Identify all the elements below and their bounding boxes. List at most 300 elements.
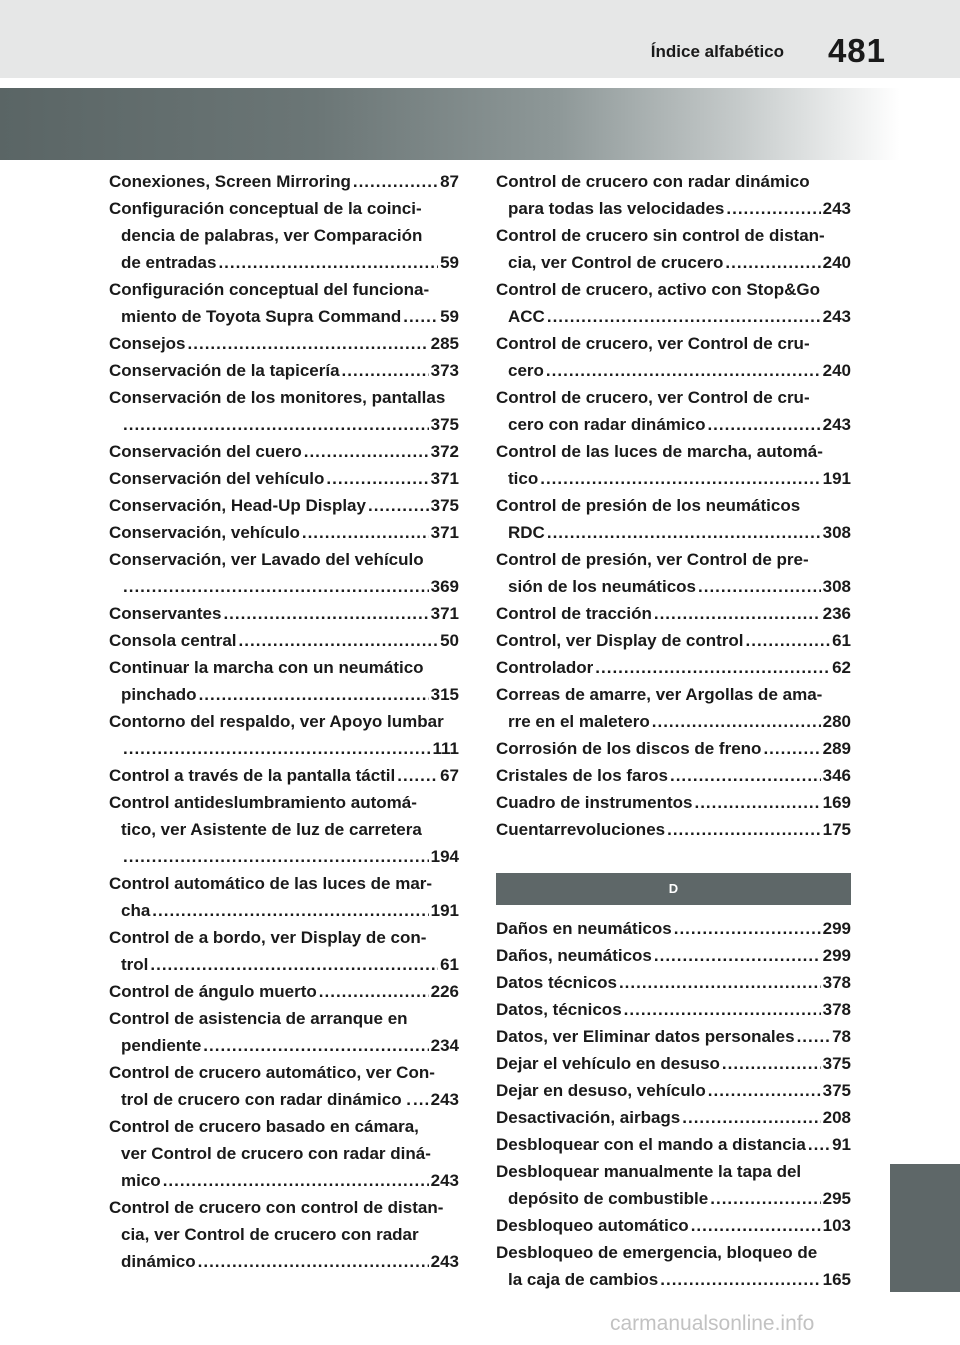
index-entry-text: Conservación del vehículo xyxy=(109,469,325,488)
page-header xyxy=(0,0,960,78)
dot-leader xyxy=(660,1266,820,1293)
index-entry-line xyxy=(496,249,851,276)
watermark: carmanualsonline.info xyxy=(610,1312,815,1335)
index-entry-line xyxy=(109,1113,459,1140)
index-entry-text: Control de crucero con control de distan- xyxy=(109,1198,444,1217)
index-entry-text: de entradas xyxy=(121,253,217,272)
dot-leader xyxy=(746,627,831,654)
index-page-number: 240 xyxy=(822,253,851,272)
index-entry-text: Control de crucero, ver Control de cru- xyxy=(496,334,810,353)
index-page-number: 295 xyxy=(822,1189,851,1208)
index-entry xyxy=(496,1050,851,1077)
index-entry-text: Control de crucero con radar dinámico xyxy=(496,172,810,191)
index-entry-text: cha xyxy=(121,901,151,920)
dot-leader xyxy=(654,942,821,969)
index-entry-text: Desbloquear manualmente la tapa del xyxy=(496,1162,802,1181)
dot-leader xyxy=(302,519,429,546)
index-page-number: 373 xyxy=(430,361,459,380)
index-entry-text: tico, ver Asistente de luz de carretera xyxy=(121,820,422,839)
index-page-number: 280 xyxy=(822,712,851,731)
index-entry-line xyxy=(496,438,851,465)
index-entry-line xyxy=(109,168,459,195)
index-page-number: 346 xyxy=(822,766,851,785)
dot-leader xyxy=(797,1023,831,1050)
index-entry-line xyxy=(496,1158,851,1185)
index-entry-line xyxy=(109,600,459,627)
index-column-left xyxy=(109,168,459,1275)
index-entry-line xyxy=(109,1086,459,1113)
index-entry-line xyxy=(496,357,851,384)
dot-leader xyxy=(199,681,429,708)
index-entry xyxy=(109,438,459,465)
index-page-number: 59 xyxy=(440,253,459,272)
index-entry-line xyxy=(109,330,459,357)
index-page-number: 67 xyxy=(440,766,459,785)
index-entry xyxy=(496,1212,851,1239)
dot-leader xyxy=(808,1131,830,1158)
index-entry-text: Conservación de los monitores, pantallas xyxy=(109,388,446,407)
index-entry-text: miento de Toyota Supra Command xyxy=(121,307,402,326)
dot-leader xyxy=(722,1050,821,1077)
index-entry-text: Datos, técnicos xyxy=(496,1000,622,1019)
index-entry-text: Configuración conceptual de la coinci- xyxy=(109,199,422,218)
index-entry-text: Control de crucero sin control de distan- xyxy=(496,226,825,245)
index-entry-line xyxy=(496,573,851,600)
index-entry-line xyxy=(109,438,459,465)
dot-leader xyxy=(652,708,821,735)
index-entry xyxy=(496,942,851,969)
index-entry-line xyxy=(109,384,459,411)
index-entry-line xyxy=(496,330,851,357)
index-page-number: 240 xyxy=(822,361,851,380)
index-entry-line xyxy=(109,897,459,924)
index-entry-line xyxy=(496,168,851,195)
index-entry xyxy=(496,438,851,492)
dot-leader xyxy=(218,249,438,276)
index-entry-line xyxy=(496,222,851,249)
index-page-number: 378 xyxy=(822,1000,851,1019)
dot-leader xyxy=(698,573,821,600)
index-entry-text: Control de crucero basado en cámara, xyxy=(109,1117,419,1136)
index-entry xyxy=(496,546,851,600)
dot-leader xyxy=(123,735,431,762)
index-page-number: 226 xyxy=(430,982,459,1001)
index-entry-text: cero con radar dinámico xyxy=(508,415,706,434)
index-entry-line xyxy=(109,843,459,870)
index-entry xyxy=(496,762,851,789)
dot-leader xyxy=(223,600,428,627)
index-entry-line xyxy=(109,816,459,843)
index-entry-line xyxy=(109,978,459,1005)
index-entry-text: cia, ver Control de crucero con radar xyxy=(121,1225,419,1244)
dot-leader xyxy=(707,411,820,438)
index-entry-line xyxy=(109,249,459,276)
index-entry xyxy=(496,789,851,816)
index-entry-line xyxy=(496,303,851,330)
index-entry-text: dencia de palabras, ver Comparación xyxy=(121,226,423,245)
dot-leader xyxy=(667,816,821,843)
index-entry-line xyxy=(109,762,459,789)
index-page-number: 194 xyxy=(430,847,459,866)
dot-leader xyxy=(670,762,821,789)
index-entry-text: Conservación de la tapicería xyxy=(109,361,340,380)
index-entry-text: Contorno del respaldo, ver Apoyo lumbar xyxy=(109,712,444,731)
dot-leader xyxy=(163,1167,429,1194)
index-entry xyxy=(109,195,459,276)
index-entry-line xyxy=(109,195,459,222)
index-entry-line xyxy=(496,1050,851,1077)
dot-leader xyxy=(342,357,429,384)
index-entry-line xyxy=(496,276,851,303)
index-entry-text: Conservación, Head-Up Display xyxy=(109,496,366,515)
index-entry-line xyxy=(109,1248,459,1275)
dot-leader xyxy=(353,168,438,195)
dot-leader xyxy=(547,519,821,546)
index-entry-text: Cuentarrevoluciones xyxy=(496,820,666,839)
index-entry-line xyxy=(496,1104,851,1131)
index-page-number: 378 xyxy=(822,973,851,992)
dot-leader xyxy=(619,969,821,996)
index-entry-line xyxy=(496,465,851,492)
index-entry-text: cero xyxy=(508,361,544,380)
dot-leader xyxy=(710,1185,820,1212)
index-page-number: 375 xyxy=(430,415,459,434)
index-entry-text: Daños en neumáticos xyxy=(496,919,672,938)
index-entry xyxy=(496,996,851,1023)
index-page-number: 285 xyxy=(430,334,459,353)
index-entry xyxy=(109,276,459,330)
dot-leader xyxy=(123,573,429,600)
index-page-number: 61 xyxy=(832,631,851,650)
index-entry-text: trol de crucero con radar dinámico . xyxy=(121,1090,412,1109)
index-entry xyxy=(496,816,851,843)
index-page-number: 50 xyxy=(440,631,459,650)
index-entry-text: Continuar la marcha con un neumático xyxy=(109,658,424,677)
dot-leader xyxy=(694,789,820,816)
index-page-number: 91 xyxy=(832,1135,851,1154)
index-entry xyxy=(496,276,851,330)
index-page-number: 299 xyxy=(822,946,851,965)
dot-leader xyxy=(150,951,438,978)
index-page-number: 165 xyxy=(822,1270,851,1289)
index-entry xyxy=(109,654,459,708)
index-page-number: 371 xyxy=(430,604,459,623)
index-entry-text: Controlador xyxy=(496,658,594,677)
dot-leader xyxy=(304,438,429,465)
index-entry xyxy=(109,978,459,1005)
index-entry-text: Cristales de los faros xyxy=(496,766,668,785)
index-entry-line xyxy=(109,1194,459,1221)
index-entry-line xyxy=(109,1167,459,1194)
index-entry xyxy=(109,465,459,492)
index-entry-line xyxy=(496,411,851,438)
index-entry-line xyxy=(496,969,851,996)
index-entry-line xyxy=(109,1059,459,1086)
index-entry xyxy=(109,546,459,600)
index-entry-text: Cuadro de instrumentos xyxy=(496,793,693,812)
index-entry-line xyxy=(496,1077,851,1104)
index-entry-text: Correas de amarre, ver Argollas de ama- xyxy=(496,685,823,704)
index-entry xyxy=(496,384,851,438)
index-entry-line xyxy=(496,789,851,816)
index-entry-text: sión de los neumáticos xyxy=(508,577,696,596)
index-entry-text: para todas las velocidades xyxy=(508,199,725,218)
index-entry-line xyxy=(496,1239,851,1266)
dot-leader xyxy=(326,465,428,492)
index-page-number: 371 xyxy=(430,469,459,488)
index-entry xyxy=(496,735,851,762)
index-entry-line xyxy=(109,654,459,681)
index-entry-text: ACC xyxy=(508,307,545,326)
index-entry-line xyxy=(496,195,851,222)
index-entry-text: trol xyxy=(121,955,149,974)
index-entry xyxy=(496,627,851,654)
index-entry xyxy=(109,384,459,438)
index-entry-line xyxy=(109,519,459,546)
index-entry xyxy=(496,1023,851,1050)
index-entry-line xyxy=(496,942,851,969)
index-entry-line xyxy=(496,735,851,762)
index-entry-text: Corrosión de los discos de freno xyxy=(496,739,762,758)
index-entry-text: Control, ver Display de control xyxy=(496,631,744,650)
index-entry xyxy=(496,1104,851,1131)
index-entry-text: Control de crucero automático, ver Con- xyxy=(109,1063,435,1082)
index-group-c xyxy=(496,168,851,843)
index-entry xyxy=(496,1077,851,1104)
dot-leader xyxy=(188,330,429,357)
index-entry-text: Control de tracción xyxy=(496,604,652,623)
index-group-d xyxy=(496,915,851,1293)
index-entry-line xyxy=(109,1140,459,1167)
index-entry-line xyxy=(496,1185,851,1212)
index-entry-text: Desactivación, airbags xyxy=(496,1108,681,1127)
dot-leader xyxy=(726,195,820,222)
index-entry-line xyxy=(496,654,851,681)
index-entry-text: Control de crucero, ver Control de cru- xyxy=(496,388,810,407)
dot-leader xyxy=(654,600,821,627)
dot-leader xyxy=(691,1212,821,1239)
dot-leader xyxy=(152,897,428,924)
index-page-number: 243 xyxy=(822,199,851,218)
index-entry-line xyxy=(496,915,851,942)
index-entry-line xyxy=(109,546,459,573)
index-entry-text: Configuración conceptual del funciona- xyxy=(109,280,430,299)
index-entry xyxy=(109,330,459,357)
index-page-number: 243 xyxy=(430,1090,459,1109)
dot-leader xyxy=(763,735,820,762)
index-entry-text: Control de presión, ver Control de pre- xyxy=(496,550,809,569)
dot-leader xyxy=(682,1104,820,1131)
index-entry-text: Consola central xyxy=(109,631,237,650)
dot-leader xyxy=(403,303,438,330)
index-entry-text: Conexiones, Screen Mirroring xyxy=(109,172,351,191)
dot-leader xyxy=(547,303,821,330)
index-entry xyxy=(109,627,459,654)
section-header-d: D xyxy=(496,873,851,905)
index-entry-line xyxy=(109,951,459,978)
index-entry-text: Control automático de las luces de mar- xyxy=(109,874,433,893)
index-page-number: 243 xyxy=(430,1252,459,1271)
index-page-number: 289 xyxy=(822,739,851,758)
dot-leader xyxy=(123,411,429,438)
index-page-number: 78 xyxy=(832,1027,851,1046)
index-entry-line xyxy=(109,1032,459,1059)
index-entry-line xyxy=(109,357,459,384)
index-entry xyxy=(496,915,851,942)
index-entry-text: pendiente xyxy=(121,1036,202,1055)
index-entry-text: Control de presión de los neumáticos xyxy=(496,496,801,515)
dot-leader xyxy=(203,1032,428,1059)
index-entry-text: Datos técnicos xyxy=(496,973,617,992)
index-entry-text: Dejar en desuso, vehículo xyxy=(496,1081,706,1100)
index-entry-line xyxy=(109,303,459,330)
index-entry-line xyxy=(109,681,459,708)
index-entry-text: Control a través de la pantalla táctil xyxy=(109,766,396,785)
index-entry-line xyxy=(109,573,459,600)
index-entry xyxy=(109,870,459,924)
index-page-number: 243 xyxy=(430,1171,459,1190)
index-entry-text: Control de las luces de marcha, automá- xyxy=(496,442,823,461)
index-column-right xyxy=(496,168,851,1293)
index-entry-text: Desbloqueo automático xyxy=(496,1216,689,1235)
page-number: 481 xyxy=(827,32,886,69)
index-entry xyxy=(496,681,851,735)
index-entry xyxy=(109,1113,459,1194)
index-entry-text: ver Control de crucero con radar diná- xyxy=(121,1144,431,1163)
index-entry-line xyxy=(496,1023,851,1050)
index-entry-line xyxy=(496,600,851,627)
index-entry-text: Datos, ver Eliminar datos personales xyxy=(496,1027,795,1046)
index-entry-line xyxy=(109,708,459,735)
index-entry-text: Consejos xyxy=(109,334,186,353)
index-entry-line xyxy=(109,735,459,762)
index-entry xyxy=(496,168,851,222)
dot-leader xyxy=(123,843,429,870)
index-entry-line xyxy=(109,465,459,492)
index-entry-line xyxy=(496,384,851,411)
index-entry-text: Conservantes xyxy=(109,604,222,623)
index-page-number: 234 xyxy=(430,1036,459,1055)
dot-leader xyxy=(546,357,821,384)
index-page-number: 243 xyxy=(822,307,851,326)
index-entry-text: Desbloquear con el mando a distancia xyxy=(496,1135,806,1154)
index-entry-text: cia, ver Control de crucero xyxy=(508,253,724,272)
index-page-number: 208 xyxy=(822,1108,851,1127)
index-entry-line xyxy=(496,1266,851,1293)
dot-leader xyxy=(319,978,429,1005)
dot-leader xyxy=(624,996,821,1023)
index-entry-line xyxy=(109,492,459,519)
index-entry-text: Control antideslumbramiento automá- xyxy=(109,793,417,812)
index-page-number: 243 xyxy=(822,415,851,434)
index-entry-text: tico xyxy=(508,469,539,488)
index-entry xyxy=(109,519,459,546)
index-entry-text: Desbloqueo de emergencia, bloqueo de xyxy=(496,1243,818,1262)
index-page-number: 59 xyxy=(440,307,459,326)
index-entry xyxy=(109,1194,459,1275)
index-page-number: 308 xyxy=(822,523,851,542)
index-entry-text: rre en el maletero xyxy=(508,712,650,731)
index-page-number: 299 xyxy=(822,919,851,938)
index-entry-text: Conservación, vehículo xyxy=(109,523,300,542)
index-entry xyxy=(496,1131,851,1158)
index-entry-text: Dejar el vehículo en desuso xyxy=(496,1054,720,1073)
index-entry xyxy=(496,654,851,681)
index-entry-line xyxy=(109,924,459,951)
index-page-number: 371 xyxy=(430,523,459,542)
index-entry-line xyxy=(109,411,459,438)
index-entry xyxy=(109,1059,459,1113)
index-entry xyxy=(496,222,851,276)
index-page-number: 308 xyxy=(822,577,851,596)
index-page-number: 62 xyxy=(832,658,851,677)
index-page-number: 375 xyxy=(822,1054,851,1073)
index-entry-text: Control de ángulo muerto xyxy=(109,982,317,1001)
dot-leader xyxy=(540,465,820,492)
index-page-number: 315 xyxy=(430,685,459,704)
dot-leader xyxy=(595,654,830,681)
index-entry-line xyxy=(109,276,459,303)
dot-leader xyxy=(674,915,821,942)
index-entry-text: Control de asistencia de arranque en xyxy=(109,1009,408,1028)
dot-leader xyxy=(725,249,820,276)
index-page-number: 372 xyxy=(430,442,459,461)
index-entry xyxy=(496,1239,851,1293)
index-entry-line xyxy=(496,519,851,546)
index-entry-line xyxy=(496,1131,851,1158)
index-entry-text: Conservación, ver Lavado del vehículo xyxy=(109,550,424,569)
dot-leader xyxy=(239,627,439,654)
index-entry-line xyxy=(496,627,851,654)
index-entry-text: RDC xyxy=(508,523,545,542)
index-page-number: 375 xyxy=(430,496,459,515)
index-entry xyxy=(496,600,851,627)
index-entry-line xyxy=(496,762,851,789)
index-entry-line xyxy=(496,708,851,735)
index-entry-text: Control de a bordo, ver Display de con- xyxy=(109,928,427,947)
index-page-number: 111 xyxy=(432,739,459,758)
dot-leader xyxy=(198,1248,429,1275)
index-entry xyxy=(109,600,459,627)
index-entry-text: Control de crucero, activo con Stop&Go xyxy=(496,280,820,299)
index-page-number: 369 xyxy=(430,577,459,596)
index-entry-line xyxy=(496,546,851,573)
index-entry xyxy=(109,168,459,195)
dot-leader xyxy=(708,1077,821,1104)
index-page-number: 61 xyxy=(440,955,459,974)
index-entry-text: la caja de cambios xyxy=(508,1270,659,1289)
index-entry xyxy=(109,1005,459,1059)
index-entry-line xyxy=(496,681,851,708)
index-entry xyxy=(109,708,459,762)
index-page-number: 169 xyxy=(822,793,851,812)
index-entry xyxy=(109,789,459,870)
index-entry xyxy=(109,762,459,789)
index-entry xyxy=(109,357,459,384)
index-entry-line xyxy=(109,627,459,654)
header-banner xyxy=(0,88,900,160)
dot-leader xyxy=(368,492,429,519)
dot-leader xyxy=(413,1086,429,1113)
index-entry-text: mico xyxy=(121,1171,161,1190)
chapter-side-tab xyxy=(890,1164,960,1292)
index-entry-line xyxy=(109,1221,459,1248)
index-page-number: 236 xyxy=(822,604,851,623)
header-title: Índice alfabético xyxy=(650,42,784,61)
index-page-number: 103 xyxy=(822,1216,851,1235)
index-entry-text: pinchado xyxy=(121,685,197,704)
index-entry xyxy=(496,969,851,996)
